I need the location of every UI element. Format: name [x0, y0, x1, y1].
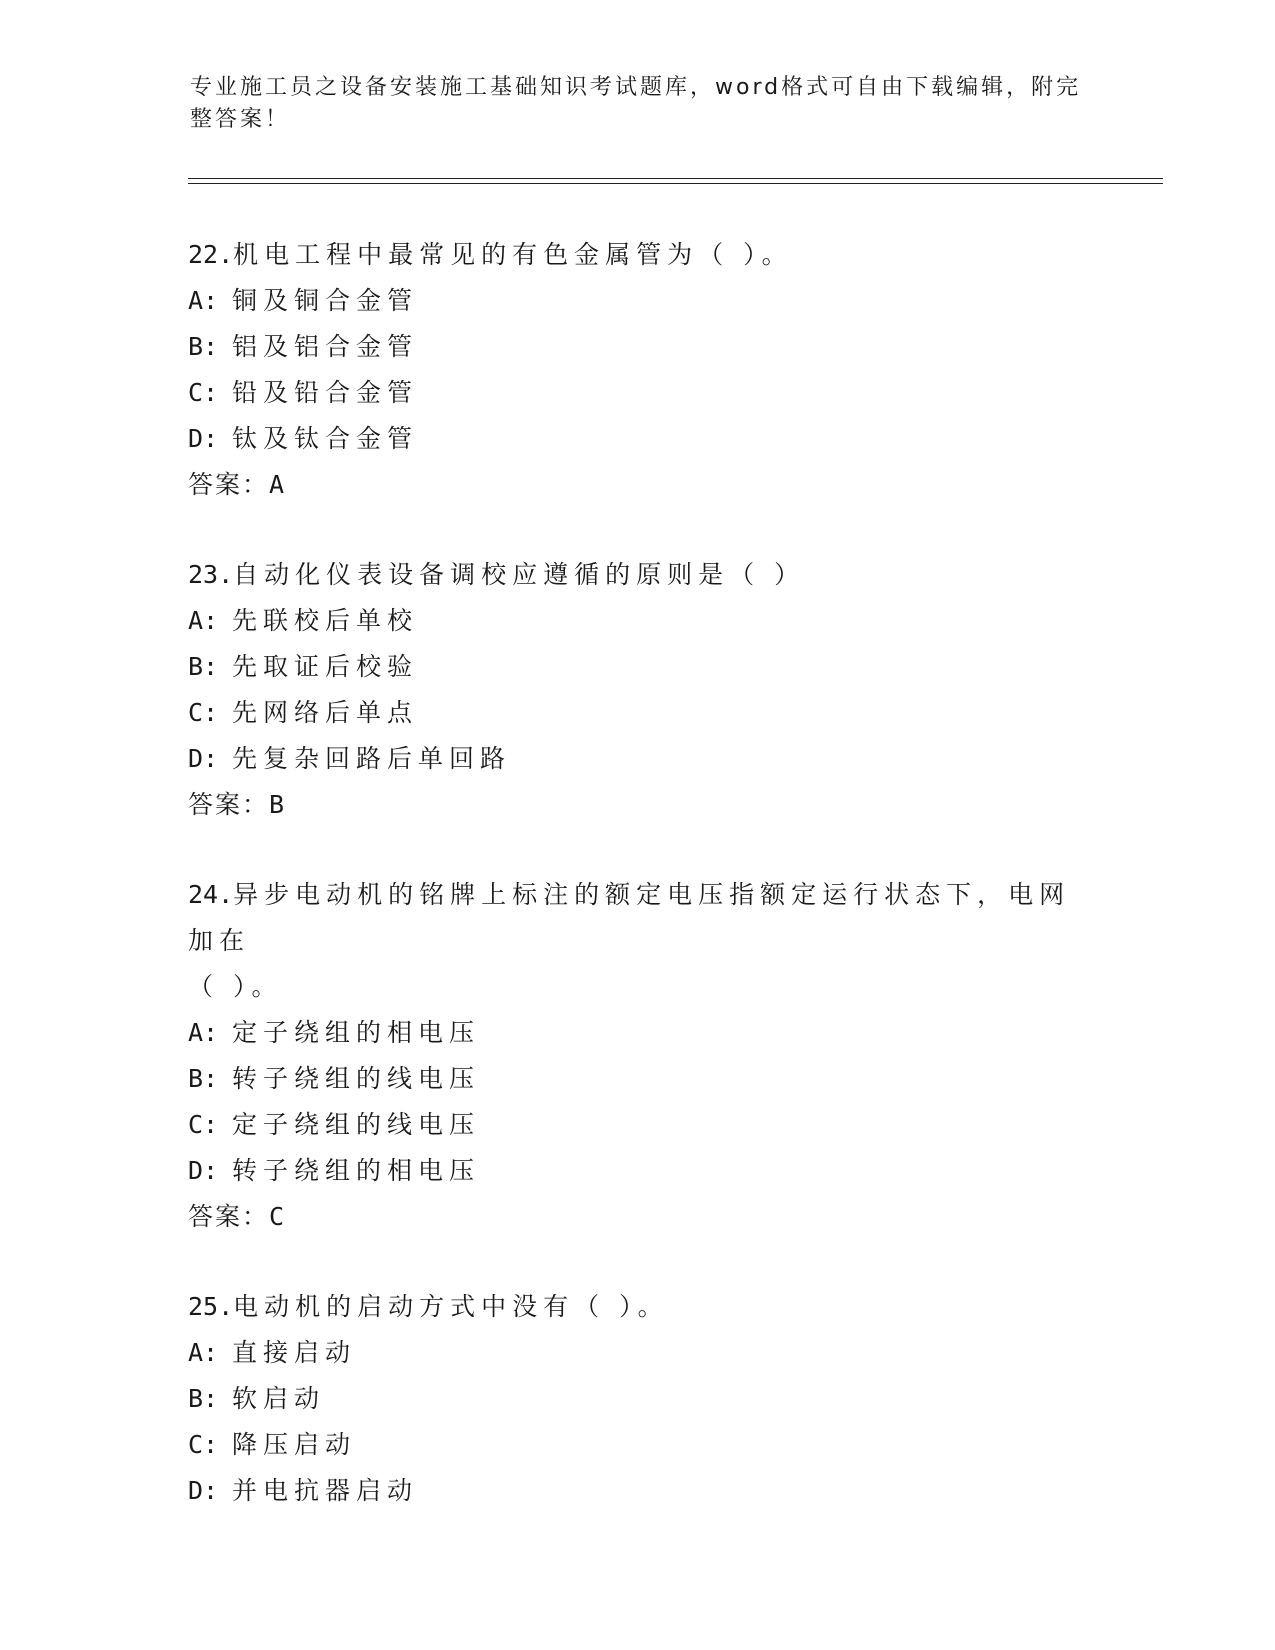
- question-number: 24.: [188, 880, 234, 909]
- option-key: D:: [188, 424, 219, 453]
- question-stem: [188, 1284, 1088, 1330]
- option-key: A:: [188, 606, 219, 635]
- option-a: [188, 1330, 1088, 1376]
- option-key: D:: [188, 1476, 219, 1505]
- option-c: [188, 690, 1088, 736]
- option-b: [188, 324, 1088, 370]
- question-stem: [188, 232, 1088, 278]
- option-text: 先复杂回路后单回路: [232, 744, 512, 773]
- question-25: [188, 1284, 1088, 1514]
- question-stem-continued: （ ）。: [188, 972, 283, 1001]
- question-text: 自动化仪表设备调校应遵循的原则是（ ）: [233, 560, 806, 589]
- option-a: [188, 278, 1088, 324]
- option-text: 并电抗器启动: [232, 1476, 419, 1505]
- question-stem: [188, 872, 1088, 964]
- option-d: [188, 736, 1088, 782]
- answer-label: 答案：: [188, 1202, 270, 1231]
- header-divider-bottom: [188, 183, 1163, 184]
- option-text: 钛及钛合金管: [232, 424, 419, 453]
- option-key: D:: [188, 1156, 219, 1185]
- option-text: 先联校后单校: [232, 606, 419, 635]
- option-text: 先网络后单点: [232, 698, 419, 727]
- option-text: 降压启动: [232, 1430, 357, 1459]
- option-key: D:: [188, 744, 219, 773]
- option-b: [188, 644, 1088, 690]
- header-line-2: 整答案！: [190, 107, 291, 132]
- option-text: 软启动: [232, 1384, 326, 1413]
- header-line-1: 专业施工员之设备安装施工基础知识考试题库，word格式可自由下载编辑，附完: [190, 75, 1082, 100]
- option-key: C:: [188, 698, 219, 727]
- answer-line: [188, 782, 1088, 828]
- option-text: 转子绕组的相电压: [232, 1156, 481, 1185]
- option-key: A:: [188, 1338, 219, 1367]
- question-text: 机电工程中最常见的有色金属管为（ ）。: [233, 240, 793, 269]
- option-c: [188, 1102, 1088, 1148]
- option-text: 定子绕组的相电压: [232, 1018, 481, 1047]
- option-a: [188, 1010, 1088, 1056]
- option-key: C:: [188, 1430, 219, 1459]
- answer-line: [188, 462, 1088, 508]
- question-22: [188, 232, 1088, 508]
- answer-value: C: [269, 1202, 287, 1231]
- question-list: [188, 232, 1088, 1558]
- option-text: 铅及铅合金管: [232, 378, 419, 407]
- answer-label: 答案：: [188, 470, 270, 499]
- option-text: 直接启动: [232, 1338, 357, 1367]
- option-c: [188, 1422, 1088, 1468]
- option-b: [188, 1056, 1088, 1102]
- answer-value: B: [269, 790, 287, 819]
- option-a: [188, 598, 1088, 644]
- option-key: A:: [188, 1018, 219, 1047]
- question-number: 22.: [188, 240, 234, 269]
- option-d: [188, 416, 1088, 462]
- question-number: 23.: [188, 560, 234, 589]
- answer-line: [188, 1194, 1088, 1240]
- option-key: A:: [188, 286, 219, 315]
- option-key: B:: [188, 332, 219, 361]
- option-text: 铜及铜合金管: [232, 286, 419, 315]
- option-text: 先取证后校验: [232, 652, 419, 681]
- option-key: B:: [188, 1064, 219, 1093]
- option-key: B:: [188, 652, 219, 681]
- question-stem: [188, 552, 1088, 598]
- document-header: [190, 72, 1090, 136]
- option-text: 铝及铝合金管: [232, 332, 419, 361]
- option-c: [188, 370, 1088, 416]
- question-number: 25.: [188, 1292, 234, 1321]
- option-d: [188, 1468, 1088, 1514]
- option-key: C:: [188, 378, 219, 407]
- answer-value: A: [269, 470, 287, 499]
- question-text: 异步电动机的铭牌上标注的额定电压指额定运行状态下，电网加在: [188, 880, 1071, 955]
- option-d: [188, 1148, 1088, 1194]
- option-b: [188, 1376, 1088, 1422]
- option-text: 转子绕组的线电压: [232, 1064, 481, 1093]
- question-24: [188, 872, 1088, 1240]
- option-text: 定子绕组的线电压: [232, 1110, 481, 1139]
- answer-label: 答案：: [188, 790, 270, 819]
- header-divider-top: [188, 178, 1163, 179]
- option-key: B:: [188, 1384, 219, 1413]
- option-key: C:: [188, 1110, 219, 1139]
- question-text: 电动机的启动方式中没有（ ）。: [233, 1292, 669, 1321]
- question-23: [188, 552, 1088, 828]
